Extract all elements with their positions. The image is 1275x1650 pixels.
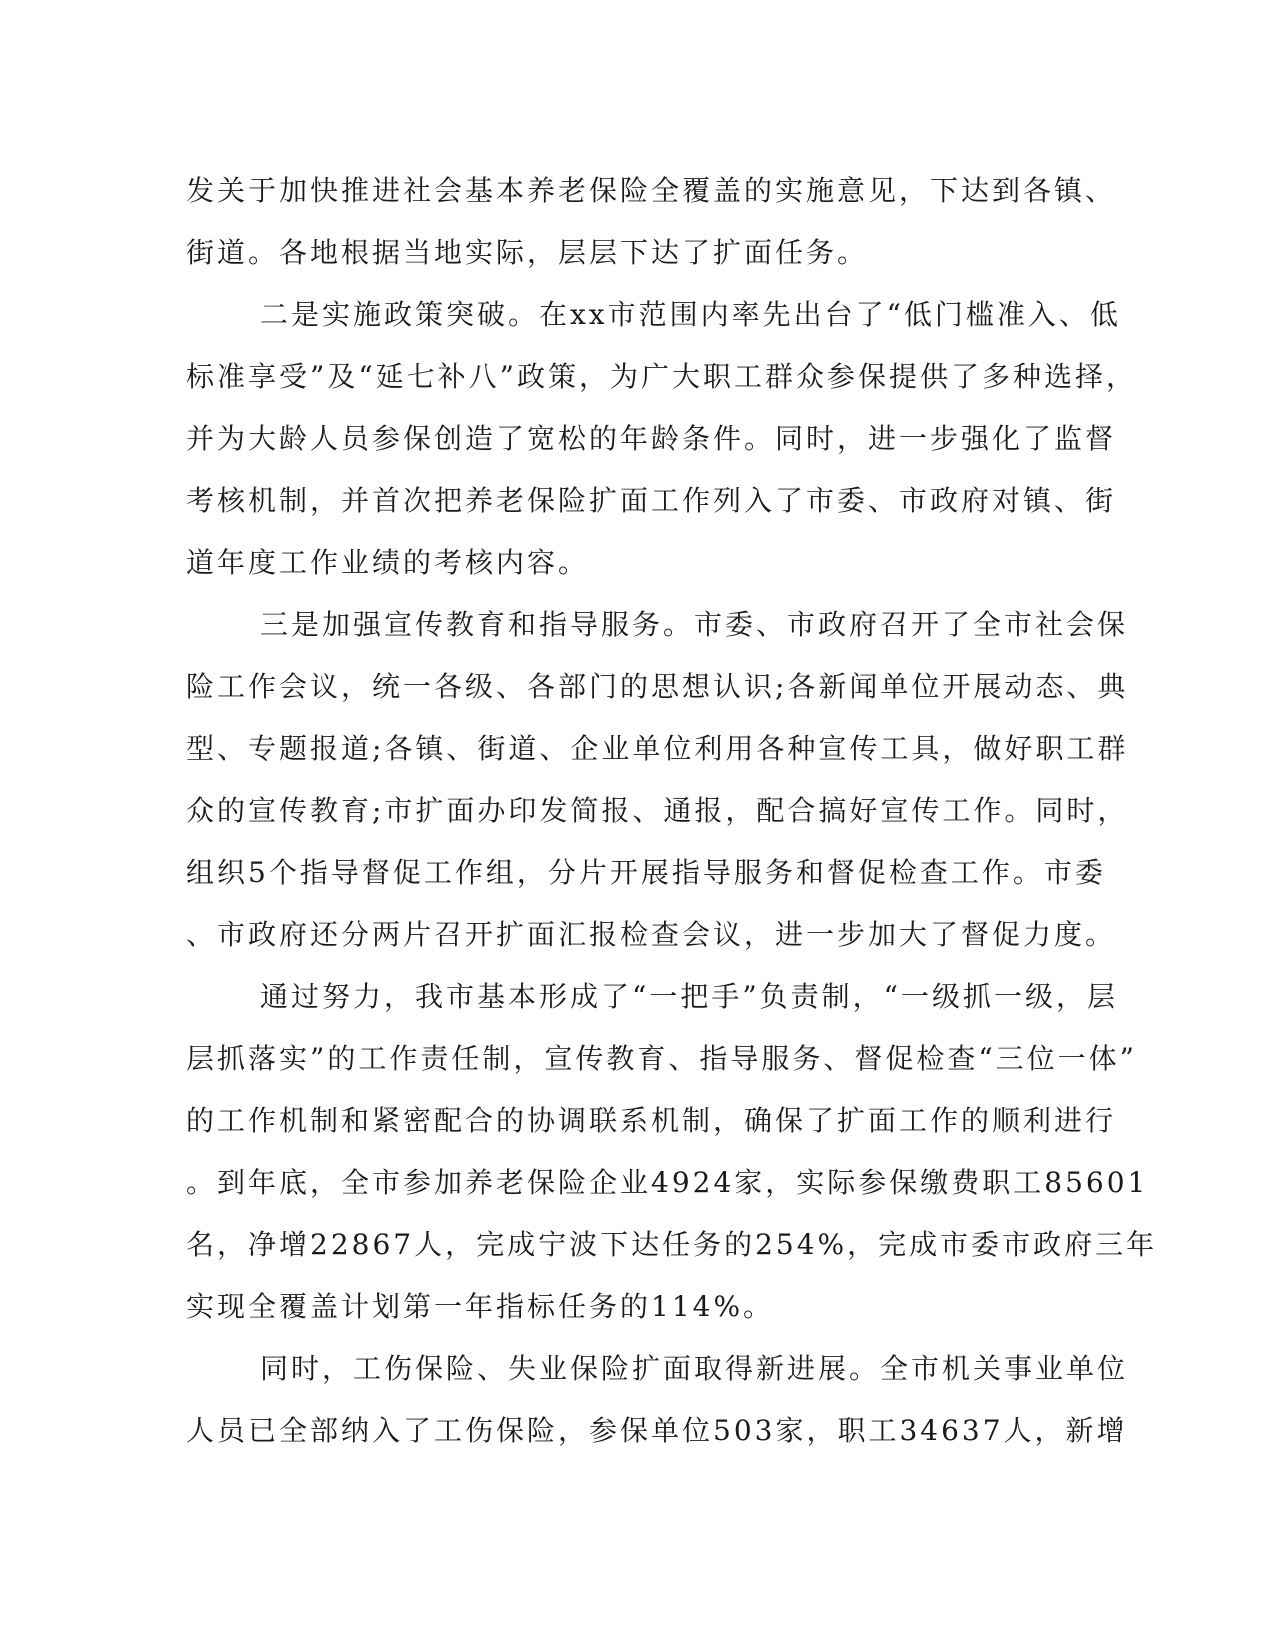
text-line-5: 并为大龄人员参保创造了宽松的年龄条件。同时，进一步强化了监督 (186, 422, 1117, 455)
text-line-13: 、市政府还分两片召开扩面汇报检查会议，进一步加大了督促力度。 (186, 918, 1117, 951)
text-line-8: 三是加强宣传教育和指导服务。市委、市政府召开了全市社会保 (260, 608, 1129, 641)
text-line-15: 层抓落实”的工作责任制，宣传教育、指导服务、督促检查“三位一体” (186, 1042, 1137, 1075)
body-text (186, 160, 1158, 1462)
text-line-19: 实现全覆盖计划第一年指标任务的114%。 (186, 1290, 775, 1323)
text-line-2: 街道。各地根据当地实际，层层下达了扩面任务。 (186, 236, 869, 269)
text-line-1: 发关于加快推进社会基本养老保险全覆盖的实施意见，下达到各镇、 (186, 174, 1117, 207)
text-line-6: 考核机制，并首次把养老保险扩面工作列入了市委、市政府对镇、街 (186, 484, 1117, 517)
text-line-7: 道年度工作业绩的考核内容。 (186, 546, 590, 579)
text-line-14: 通过努力，我市基本形成了“一把手”负责制，“一级抓一级，层 (260, 980, 1118, 1013)
text-line-3: 二是实施政策突破。在xx市范围内率先出台了“低门槛准入、低 (260, 298, 1121, 331)
text-line-11: 众的宣传教育;市扩面办印发简报、通报，配合搞好宣传工作。同时， (186, 794, 1129, 827)
text-line-10: 型、专题报道;各镇、街道、企业单位利用各种宣传工具，做好职工群 (186, 732, 1129, 765)
text-line-17: 。到年底，全市参加养老保险企业4924家，实际参保缴费职工85601 (186, 1166, 1149, 1199)
text-line-16: 的工作机制和紧密配合的协调联系机制，确保了扩面工作的顺利进行 (186, 1104, 1117, 1137)
text-line-21: 人员已全部纳入了工伤保险，参保单位503家，职工34637人，新增 (186, 1414, 1128, 1447)
text-line-20: 同时，工伤保险、失业保险扩面取得新进展。全市机关事业单位 (260, 1352, 1129, 1385)
text-line-4: 标准享受”及“延七补八”政策，为广大职工群众参保提供了多种选择， (186, 360, 1137, 393)
text-line-9: 险工作会议，统一各级、各部门的思想认识;各新闻单位开展动态、典 (186, 670, 1129, 703)
text-line-12: 组织5个指导督促工作组，分片开展指导服务和督促检查工作。市委 (186, 856, 1106, 889)
text-line-18: 名，净增22867人，完成宁波下达任务的254%，完成市委市政府三年 (186, 1228, 1158, 1261)
